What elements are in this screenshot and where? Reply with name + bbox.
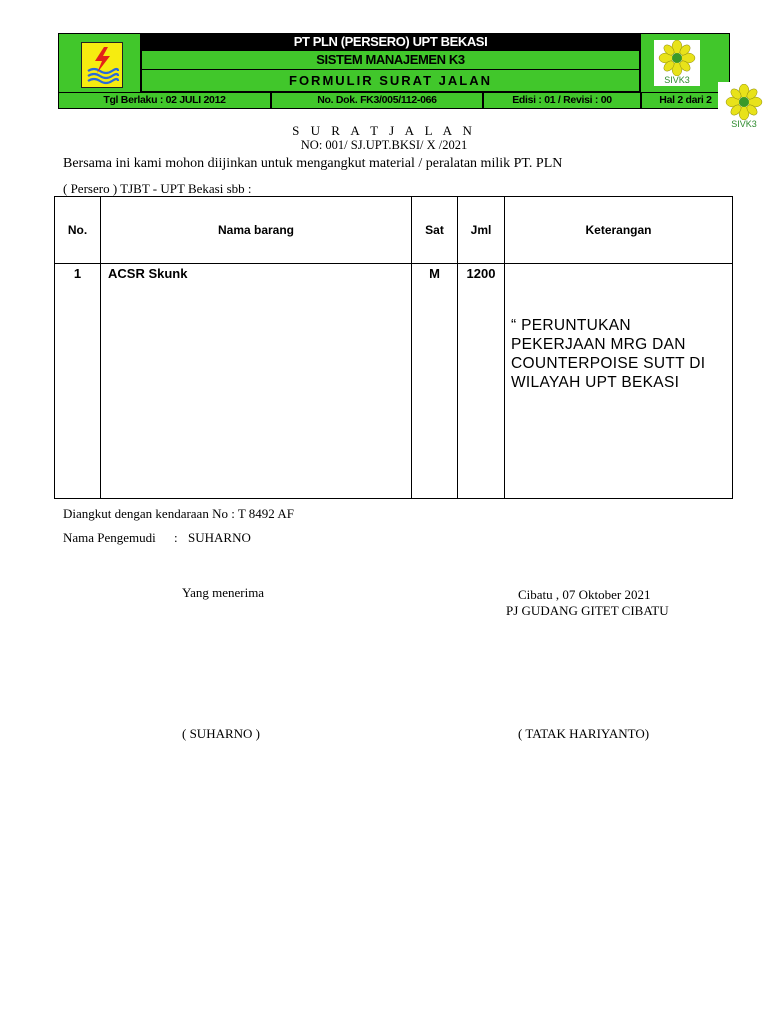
place-date: Cibatu , 07 Oktober 2021 — [518, 587, 651, 602]
table-header-row — [55, 197, 733, 264]
form-title: FORMULIR SURAT JALAN — [142, 70, 639, 91]
driver-label: Nama Pengemudi — [63, 530, 156, 545]
header-unit: Sat — [412, 197, 458, 264]
issuer-role: PJ GUDANG GITET CIBATU — [506, 603, 669, 618]
sivk3-label: SIVK3 — [664, 75, 690, 85]
cell-remarks: “ PERUNTUKAN PEKERJAAN MRG DAN COUNTERPOISE SUTT DI WILAYAH UPT BEKASI — [505, 264, 733, 499]
company-name: PT PLN (PERSERO) UPT BEKASI — [142, 34, 639, 50]
receiver-signature-name: ( SUHARNO ) — [182, 726, 260, 741]
document-title: S U R A T J A L A N — [292, 123, 476, 138]
cell-no: 1 — [55, 264, 101, 499]
pln-logo-cell — [59, 34, 140, 92]
document-number: No. Dok. FK3/005/112-066 — [272, 93, 482, 108]
page-number: Hal 2 dari 2 — [642, 93, 729, 108]
items-table — [54, 196, 733, 499]
intro-line-2: ( Persero ) TJBT - UPT Bekasi sbb : — [63, 181, 252, 196]
driver-separator: : — [174, 530, 178, 545]
letter-number: NO: 001/ SJ.UPT.BKSI/ X /2021 — [300, 138, 468, 152]
valid-date: Tgl Berlaku : 02 JULI 2012 — [59, 93, 270, 108]
cell-quantity: 1200 — [458, 264, 505, 499]
vehicle-info: Diangkut dengan kendaraan No : T 8492 AF — [63, 506, 294, 521]
form-header — [58, 33, 730, 109]
table-row — [55, 264, 733, 499]
edition-revision: Edisi : 01 / Revisi : 00 — [484, 93, 640, 108]
intro-line-1: Bersama ini kami mohon diijinkan untuk mengangkut material / peralatan milik PT. PLN — [63, 156, 563, 171]
sivk3-logo-cell — [641, 34, 729, 92]
sivk3-outer-label: SIVK3 — [731, 119, 757, 129]
receiver-label: Yang menerima — [182, 585, 265, 600]
header-no: No. — [55, 197, 101, 264]
system-name: SISTEM MANAJEMEN K3 — [142, 51, 639, 69]
header-remarks: Keterangan — [505, 197, 733, 264]
sivk3-logo-icon — [654, 40, 700, 86]
header-quantity: Jml — [458, 197, 505, 264]
driver-name: SUHARNO — [188, 530, 251, 545]
cell-unit: M — [412, 264, 458, 499]
header-item-name: Nama barang — [101, 197, 412, 264]
issuer-signature-name: ( TATAK HARIYANTO) — [518, 726, 650, 741]
cell-item-name: ACSR Skunk — [101, 264, 412, 499]
document-info-bar — [59, 93, 729, 108]
pln-logo-icon — [81, 42, 123, 88]
